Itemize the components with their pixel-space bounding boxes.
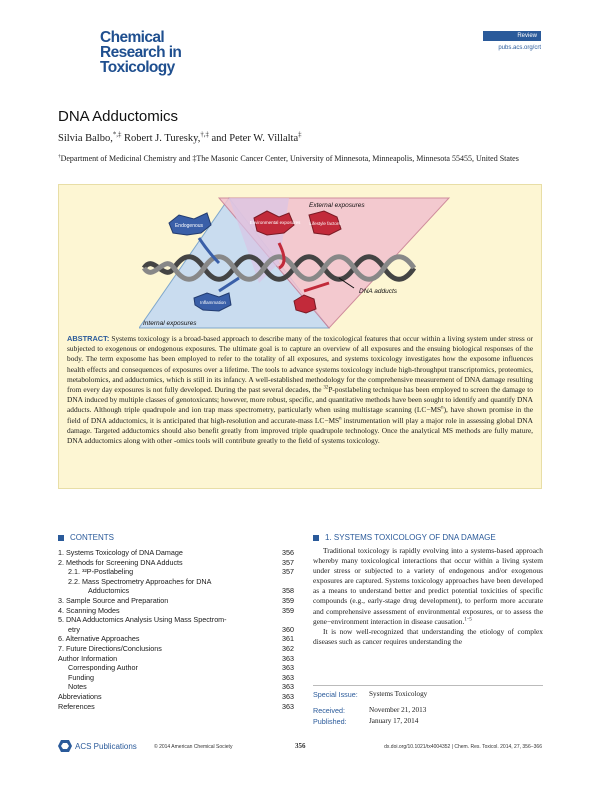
toc-page: 358 [282, 586, 294, 596]
author-list [58, 133, 302, 144]
logo-line-3: Toxicology [100, 59, 175, 76]
copyright-notice: © 2014 American Chemical Society [154, 744, 233, 750]
toc-item[interactable] [58, 692, 294, 702]
toc-page: 359 [282, 605, 294, 615]
section-1-heading-text: 1. SYSTEMS TOXICOLOGY OF DNA DAMAGE [325, 533, 496, 542]
author-name[interactable]: Robert J. Turesky, [121, 133, 201, 144]
external-exposures-label: External exposures [309, 202, 365, 209]
paragraph-text: Traditional toxicology is rapidly evolving into a systems-based approach whereby many toxicological interactions that occur within a living system under stress or subjected to a variety of endogenous and/or exogenous exposures are captured. Systems toxicology approaches have been developed as a means to understand better and predict potential toxicities of specific compounds (e.g., early-stage drug development), to perform more accurate and comprehensive assessment of environmental exposures, or to assess the gene−environment interaction in disease causation. [313, 546, 543, 626]
doi-link[interactable]: dx.doi.org/10.1021/tx4004352 | Chem. Res. Toxicol. 2014, 27, 356−366 [384, 744, 542, 750]
toc-page: 363 [282, 701, 294, 711]
received-line [313, 706, 427, 715]
special-issue-label: Special Issue: [313, 690, 358, 699]
article-type-badge: Review [483, 31, 541, 41]
abstract-sup: n [441, 405, 444, 411]
endogenous-node [169, 213, 211, 235]
toc-page: 357 [282, 557, 294, 567]
toc-item[interactable] [58, 548, 294, 558]
affiliation-mark: † [58, 153, 61, 160]
toc-page: 359 [282, 595, 294, 605]
toc-page: 361 [282, 634, 294, 644]
table-of-contents [58, 548, 294, 711]
toc-label: 2. Methods for Screening DNA Adducts [58, 557, 183, 567]
toc-label: Abbreviations [58, 691, 102, 701]
section-1-body [313, 546, 543, 647]
published-line [313, 717, 419, 726]
inflammation-label: Inflammation [200, 300, 226, 305]
author-name[interactable]: Silvia Balbo, [58, 133, 113, 144]
toc-label: etry [68, 624, 80, 634]
section-square-icon [313, 535, 319, 541]
toc-label: Funding [68, 672, 94, 682]
page-footer [58, 740, 542, 754]
paragraph [313, 546, 543, 627]
abstract-part: ), have shown promise in the field of DNA adductomics, it is anticipated that high-resolution and accurate-mass LC−MS [67, 405, 533, 425]
endogenous-label: Endogenous [174, 223, 204, 229]
toc-label: 5. DNA Adductomics Analysis Using Mass Spectrom- [58, 615, 227, 625]
toc-label: Author Information [58, 653, 118, 663]
abstract-part: P-postlabeling technique has been employed to screen the damage to DNA induced by multiple classes of genotoxicants; however, more robust, specific, and quantitative methods have been sought to identify and quantify DNA adducts. Although triple quadrupole and ion trap mass spectrometry, particularly when using multistage scanning (LC−MS [67, 385, 533, 415]
environmental-label: Environmental exposures [249, 220, 301, 225]
dna-adducts-label: DNA adducts [359, 288, 398, 295]
special-issue-line [313, 690, 428, 699]
toc-item[interactable] [58, 673, 294, 683]
abstract-sup: n [339, 416, 342, 422]
toc-item[interactable] [58, 663, 294, 673]
toc-page: 356 [282, 548, 294, 557]
toc-item[interactable] [58, 577, 294, 587]
toc-label: 6. Alternative Approaches [58, 634, 140, 644]
lifestyle-label: Lifestyle factors [309, 221, 341, 226]
logo-line-2: Research in [100, 44, 182, 61]
toc-graphic [139, 193, 459, 333]
journal-url-link[interactable]: pubs.acs.org/crt [498, 45, 541, 51]
abstract-box [58, 184, 542, 489]
toc-item[interactable] [58, 596, 294, 606]
citation-ref[interactable]: 1−5 [464, 617, 472, 623]
internal-exposures-label: Internal exposures [143, 320, 197, 327]
author-marks: †,‡ [200, 131, 209, 139]
toc-label: 7. Future Directions/Conclusions [58, 643, 162, 653]
abstract-part: instrumentation will play a major role in assessing global DNA damage. Targeted adductomics should also benefit greatly from improved triple quadrupole technology. Once the analytical MS methods are fully mature, DNA adductomics along with other -omics tools will contribute greatly to the field of systems toxicology. [67, 415, 533, 446]
toc-page: 363 [282, 691, 294, 701]
toc-item[interactable] [58, 682, 294, 692]
abstract-text [67, 334, 533, 446]
section-square-icon [58, 535, 64, 541]
paragraph [313, 627, 543, 647]
journal-logo [100, 30, 190, 75]
received-date: November 21, 2013 [369, 706, 427, 714]
logo-line-1: Chemical [100, 29, 165, 46]
author-name[interactable]: and Peter W. Villalta [208, 133, 299, 144]
acs-publications-logo[interactable] [58, 740, 137, 752]
toc-label: References [58, 701, 95, 711]
paragraph-text: It is now well-recognized that understanding the etiology of complex diseases such as cancer requires understanding the [313, 626, 543, 646]
toc-page: 360 [282, 624, 294, 634]
affiliations [58, 153, 548, 164]
page-number: 356 [295, 742, 306, 750]
inflammation-node [194, 293, 231, 311]
toc-label: 2.1. ³²P-Postlabeling [68, 567, 134, 577]
abstract-sup: 32 [323, 385, 329, 391]
meta-divider [313, 685, 543, 686]
toc-label: Adductomics [88, 586, 130, 596]
acs-hex-icon [58, 740, 72, 752]
toc-page: 363 [282, 682, 294, 692]
special-issue-value: Systems Toxicology [369, 690, 428, 698]
toc-page: 363 [282, 663, 294, 673]
abstract-part: Systems toxicology is a broad-based approach to describe many of the toxicological features that occur within a living system under stress or subjected to exogenous or endogenous exposures. The ultimate goal is to capture an overview of all exposures and the ensuing biological responses of the body. The term exposome has been employed to refer to the totality of all exposures, and systems toxicology investigates how the exposome influences health effects and consequences of exposures over a lifetime. The tools to advance systems toxicology include high-throughput transcriptomics, proteomics, metabolomics, and adductomics, which is still in its infancy. A well-established methodology for the comprehensive measurement of DNA damage resulting from every day exposures is not fully developed. During the past several decades, the [67, 334, 533, 395]
toc-item[interactable] [58, 615, 294, 625]
toc-page: 363 [282, 653, 294, 663]
author-marks: ‡ [298, 131, 302, 139]
received-label: Received: [313, 706, 345, 715]
toc-label: 3. Sample Source and Preparation [58, 595, 169, 605]
toc-item[interactable] [58, 634, 294, 644]
published-date: January 17, 2014 [369, 717, 419, 725]
toc-item[interactable] [58, 702, 294, 712]
author-marks: *,‡ [112, 131, 122, 139]
section-1-heading [313, 533, 496, 542]
contents-heading [58, 533, 114, 542]
toc-page: 357 [282, 567, 294, 577]
abstract-label: ABSTRACT: [67, 334, 110, 343]
contents-heading-text: CONTENTS [70, 533, 114, 542]
toc-item[interactable] [58, 606, 294, 616]
toc-page: 362 [282, 643, 294, 653]
published-label: Published: [313, 717, 347, 726]
toc-label: 2.2. Mass Spectrometry Approaches for DNA [68, 576, 212, 586]
toc-item[interactable] [58, 644, 294, 654]
publisher-name: ACS Publications [75, 741, 137, 751]
toc-page: 363 [282, 672, 294, 682]
toc-label: 4. Scanning Modes [58, 605, 120, 615]
toc-item[interactable] [58, 567, 294, 577]
affiliation-text: Department of Medicinal Chemistry and ‡The Masonic Cancer Center, University of Minnesota, Minneapolis, Minnesota 55455, United States [60, 154, 519, 163]
toc-item[interactable] [58, 558, 294, 568]
toc-label: Notes [68, 682, 87, 692]
toc-item[interactable] [58, 625, 294, 635]
toc-label: Corresponding Author [68, 663, 138, 673]
toc-item[interactable] [58, 586, 294, 596]
toc-label: 1. Systems Toxicology of DNA Damage [58, 548, 183, 557]
article-title: DNA Adductomics [58, 108, 179, 125]
toc-item[interactable] [58, 654, 294, 664]
